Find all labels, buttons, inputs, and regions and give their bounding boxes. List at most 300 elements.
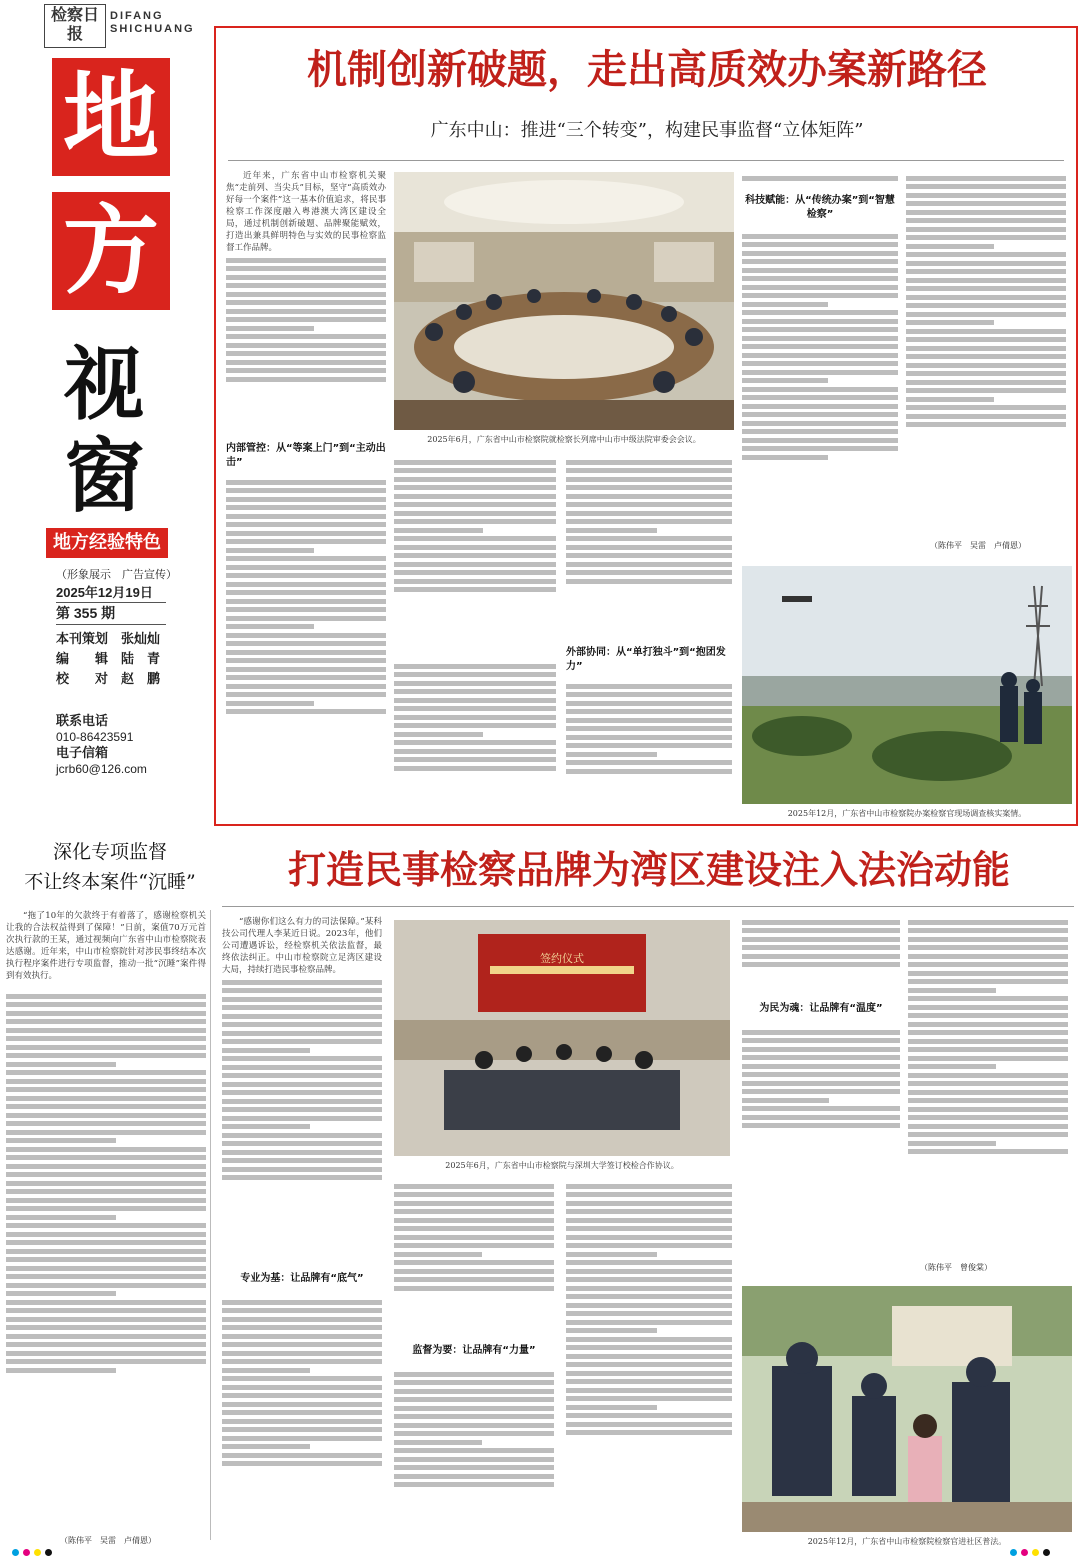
text-line (222, 1461, 382, 1466)
text-line (222, 1410, 382, 1415)
text-line (566, 1430, 732, 1435)
meeting-photo-image (394, 172, 734, 430)
text-line (908, 945, 1068, 950)
text-line (226, 667, 386, 672)
text-line (566, 1277, 732, 1282)
text-line (906, 405, 1066, 410)
text-line (566, 1379, 732, 1384)
text-line (906, 261, 1066, 266)
top-section-1-head: 内部管控：从“等案上门”到“主动出击” (226, 443, 386, 468)
top-col3b-body (566, 680, 732, 816)
text-line (908, 1107, 1068, 1112)
text-line (742, 251, 898, 256)
credit-planner: 本刊策划 张灿灿 (56, 631, 161, 646)
text-line (222, 1056, 382, 1061)
contact-label: 联系电话 (56, 713, 109, 728)
promo-note: （形象展示 广告宣传） (56, 569, 177, 581)
text-line (908, 928, 1068, 933)
text-line (222, 1150, 382, 1155)
text-line (566, 718, 732, 723)
text-line (6, 1147, 206, 1152)
text-line (222, 1444, 310, 1449)
text-line (742, 344, 898, 349)
cyan-dot (1010, 1549, 1017, 1556)
top-section-2-head: 外部协同：从“单打独斗”到“抱团发力” (566, 647, 726, 672)
text-line (222, 1039, 382, 1044)
text-line (394, 1209, 554, 1214)
text-line (742, 302, 828, 307)
text-line (6, 1325, 206, 1330)
text-line (226, 582, 386, 587)
text-filler (394, 1372, 554, 1488)
signing-banner-text: 签约仪式 (540, 952, 584, 965)
text-line (906, 201, 1066, 206)
text-line (226, 334, 386, 339)
text-line (6, 1045, 206, 1050)
text-line (394, 689, 556, 694)
pinyin-line-1: DIFANG (110, 10, 164, 22)
text-line (908, 979, 1068, 984)
registration-marks-left (12, 1541, 56, 1549)
text-line (742, 920, 900, 925)
field-photo-image (742, 566, 1072, 804)
text-line (566, 502, 732, 507)
text-line (6, 1121, 206, 1126)
text-line (566, 545, 732, 550)
text-line (906, 303, 1066, 308)
text-line (6, 1172, 206, 1177)
text-line (566, 1252, 657, 1257)
text-line (222, 997, 382, 1002)
text-line (742, 234, 898, 239)
text-line (908, 1081, 1068, 1086)
divider (56, 624, 166, 625)
text-line (566, 1218, 732, 1223)
text-line (566, 1311, 732, 1316)
top-intro-text (226, 170, 386, 440)
text-line (906, 312, 1066, 317)
bottom-col2-body (394, 1180, 554, 1340)
text-line (226, 692, 386, 697)
text-line (566, 1345, 732, 1350)
text-filler (222, 980, 382, 1181)
text-line (906, 295, 1066, 300)
text-line (566, 460, 732, 465)
text-line (222, 1048, 310, 1053)
text-line (908, 1056, 1068, 1061)
text-line (742, 370, 898, 375)
bottom-col1-body (222, 916, 382, 1266)
text-line (566, 701, 732, 706)
registration-marks-right (1010, 1541, 1054, 1549)
text-line (6, 1130, 206, 1135)
text-line (222, 1141, 382, 1146)
text-line (566, 1396, 732, 1401)
text-line (566, 1243, 732, 1248)
text-line (6, 1189, 206, 1194)
credit-proof: 校 对 赵 鹏 (56, 671, 161, 686)
top-col3-body (566, 456, 732, 642)
text-line (908, 1022, 1068, 1027)
text-line (394, 1423, 554, 1428)
newspaper-logo: 检察日报 (44, 4, 106, 48)
magenta-dot (23, 1549, 30, 1556)
text-line (906, 176, 1066, 181)
text-line (6, 1291, 116, 1296)
text-line (742, 438, 898, 443)
text-line (742, 412, 898, 417)
text-line (226, 488, 386, 493)
text-line (394, 460, 556, 465)
text-line (226, 275, 386, 280)
text-line (566, 468, 732, 473)
bottom-col4-body (742, 1026, 900, 1176)
text-line (566, 692, 732, 697)
text-line (6, 1028, 206, 1033)
text-line (6, 1070, 206, 1075)
text-line (226, 599, 386, 604)
text-line (6, 1317, 206, 1322)
left-story-byline: （陈伟平 吴雷 卢倩恩） (60, 1536, 156, 1545)
bottom-section-1-head: 专业为基：让品牌有“底气” (240, 1273, 364, 1284)
text-line (6, 1223, 206, 1228)
text-line (226, 616, 386, 621)
text-line (222, 1317, 382, 1322)
text-line (906, 320, 994, 325)
text-line (742, 1089, 900, 1094)
text-filler (908, 920, 1068, 1155)
text-line (394, 553, 556, 558)
text-line (906, 363, 1066, 368)
text-filler (222, 1300, 382, 1467)
text-line (566, 1209, 732, 1214)
text-line (6, 1334, 206, 1339)
section-char-chuang: 窗 (64, 430, 144, 523)
text-line (394, 1457, 554, 1462)
text-line (566, 743, 732, 748)
text-line (566, 1422, 732, 1427)
text-line (908, 1098, 1068, 1103)
text-line (566, 1286, 732, 1291)
text-line (908, 971, 1068, 976)
text-line (6, 1206, 206, 1211)
text-line (906, 184, 1066, 189)
top-col5-body (906, 172, 1066, 532)
text-line (742, 429, 898, 434)
top-col4-lead (742, 172, 898, 190)
text-line (222, 1300, 382, 1305)
text-line (908, 1149, 1068, 1154)
text-line (6, 1011, 206, 1016)
text-line (394, 1226, 554, 1231)
text-line (394, 1184, 554, 1189)
text-line (6, 1002, 206, 1007)
text-line (226, 266, 386, 271)
text-line (222, 1351, 382, 1356)
text-line (226, 650, 386, 655)
text-filler (226, 258, 386, 382)
feature-bar: 地方经验特色 (46, 528, 168, 558)
text-line (394, 1448, 554, 1453)
text-line (566, 1260, 732, 1265)
text-line (742, 455, 828, 460)
text-line (394, 1440, 482, 1445)
meeting-photo (394, 172, 734, 430)
text-line (222, 1124, 310, 1129)
divider (56, 602, 166, 603)
text-filler (742, 176, 898, 181)
text-line (394, 1260, 554, 1265)
text-line (6, 1300, 206, 1305)
text-line (906, 244, 994, 249)
text-line (742, 353, 898, 358)
text-line (908, 1073, 1068, 1078)
text-line (566, 1362, 732, 1367)
text-line (6, 1062, 116, 1067)
text-filler (742, 1030, 900, 1129)
text-line (6, 1359, 206, 1364)
text-line (6, 1164, 206, 1169)
text-line (394, 1482, 554, 1487)
text-line (222, 1376, 382, 1381)
text-line (394, 570, 556, 575)
text-line (222, 1402, 382, 1407)
text-line (226, 539, 386, 544)
text-line (742, 962, 900, 967)
text-line (908, 1090, 1068, 1095)
text-line (394, 740, 556, 745)
text-line (394, 1218, 554, 1223)
text-line (908, 1064, 996, 1069)
text-line (222, 1014, 382, 1019)
text-line (566, 570, 732, 575)
text-line (226, 300, 386, 305)
text-line (566, 579, 732, 584)
text-filler (394, 460, 556, 593)
text-line (908, 1039, 1068, 1044)
text-line (566, 1192, 732, 1197)
text-line (394, 468, 556, 473)
signing-photo-caption: 2025年6月，广东省中山市检察院与深圳大学签订校检合作协议。 (445, 1161, 679, 1170)
text-line (908, 920, 1068, 925)
top-subhead: 广东中山：推进“三个转变”，构建民事监督“立体矩阵” (430, 120, 864, 141)
text-line (566, 709, 732, 714)
text-line (742, 1123, 900, 1128)
bottom-col3-body (566, 1180, 732, 1540)
text-line (222, 988, 382, 993)
text-filler (742, 234, 898, 460)
text-line (6, 1113, 206, 1118)
text-line (742, 1072, 900, 1077)
meeting-photo-caption: 2025年6月，广东省中山市检察院就检察长列席中山市中级法院审委会会议。 (427, 435, 701, 444)
text-line (742, 945, 900, 950)
text-filler (742, 920, 900, 968)
text-line (226, 709, 386, 714)
left-story-body (6, 910, 206, 1530)
text-line (566, 528, 657, 533)
text-line (908, 1115, 1068, 1120)
text-line (394, 519, 556, 524)
top-intro: 近年来，广东省中山市检察机关聚焦“走前列、当尖兵”目标，坚守“高质效办好每一个案件”这一基本价值追求，将民事检察工作深度融入粤港澳大湾区建设全局，通过机制创新破题、品牌聚能赋效，打造出兼具鲜明特色与实效的民事检察监督工作品牌。 (226, 171, 386, 253)
text-line (906, 210, 1066, 215)
text-line (394, 1372, 554, 1377)
text-line (394, 1380, 554, 1385)
text-line (6, 1079, 206, 1084)
text-line (394, 1414, 554, 1419)
text-line (394, 749, 556, 754)
email-label: 电子信箱 (56, 745, 109, 760)
text-line (394, 477, 556, 482)
contact-email: jcrb60@126.com (56, 762, 147, 776)
section-char-di: 地 (52, 58, 170, 176)
text-line (566, 1328, 657, 1333)
text-line (908, 988, 996, 993)
text-line (394, 528, 483, 533)
masthead-pinyin (110, 10, 195, 36)
text-line (6, 1266, 206, 1271)
text-filler (906, 176, 1066, 428)
text-line (566, 519, 732, 524)
text-line (394, 672, 556, 677)
text-filler (6, 994, 206, 1373)
text-line (394, 1406, 554, 1411)
text-line (906, 218, 1066, 223)
text-line (906, 337, 1066, 342)
text-line (394, 1431, 554, 1436)
yellow-dot (34, 1549, 41, 1556)
text-line (742, 327, 898, 332)
text-line (394, 766, 556, 771)
text-line (566, 760, 732, 765)
yellow-dot (1032, 1549, 1039, 1556)
text-line (742, 1064, 900, 1069)
text-line (742, 1030, 900, 1035)
text-line (6, 1215, 116, 1220)
column-rule (210, 910, 211, 1540)
text-line (6, 1257, 206, 1262)
magenta-dot (1021, 1549, 1028, 1556)
black-dot (1043, 1549, 1050, 1556)
text-line (566, 1201, 732, 1206)
text-line (742, 1055, 900, 1060)
text-line (226, 573, 386, 578)
text-line (226, 658, 386, 663)
text-line (222, 1334, 382, 1339)
text-line (222, 1158, 382, 1163)
text-line (566, 684, 732, 689)
text-line (222, 1099, 382, 1104)
text-line (394, 1269, 554, 1274)
text-line (908, 1132, 1068, 1137)
text-line (222, 1419, 382, 1424)
text-line (906, 388, 1066, 393)
text-line (226, 368, 386, 373)
text-line (394, 732, 483, 737)
credit-editor: 编 辑 陆 青 (56, 651, 161, 666)
text-line (906, 286, 1066, 291)
divider (228, 160, 1064, 161)
text-line (566, 1388, 732, 1393)
text-line (226, 701, 314, 706)
text-line (394, 1465, 554, 1470)
text-line (226, 590, 386, 595)
black-dot (45, 1549, 52, 1556)
text-line (226, 565, 386, 570)
top-col2b-body (394, 660, 556, 816)
pinyin-line-2: SHICHUANG (110, 23, 195, 35)
text-line (226, 675, 386, 680)
outreach-photo (742, 1286, 1072, 1532)
text-line (222, 1359, 382, 1364)
cyan-dot (12, 1549, 19, 1556)
field-photo (742, 566, 1072, 804)
text-line (566, 769, 732, 774)
text-line (222, 1116, 382, 1121)
text-line (394, 1397, 554, 1402)
text-line (742, 1115, 900, 1120)
left-story-title-1: 深化专项监督 (52, 841, 167, 863)
text-line (742, 1098, 829, 1103)
text-line (226, 684, 386, 689)
bottom-intro: “感谢你们这么有力的司法保障。”某科技公司代理人李某近日说。2023年，他们公司遭遇诉讼，经检察机关依法监督，最终依法纠正。中山市检察院立足湾区建设大局，持续打造民事检察品牌。 (222, 917, 382, 975)
text-line (394, 1243, 554, 1248)
text-line (908, 1013, 1068, 1018)
text-line (226, 497, 386, 502)
text-line (566, 1303, 732, 1308)
top-col2-body (394, 456, 556, 656)
text-line (908, 1047, 1068, 1052)
text-line (6, 1249, 206, 1254)
text-line (394, 502, 556, 507)
text-line (222, 1005, 382, 1010)
text-line (226, 258, 386, 263)
text-line (394, 536, 556, 541)
issue-number: 第 355 期 (56, 605, 116, 621)
text-line (742, 176, 898, 181)
text-line (394, 664, 556, 669)
text-line (742, 954, 900, 959)
text-line (566, 1337, 732, 1342)
text-filler (566, 684, 732, 774)
text-line (222, 1073, 382, 1078)
text-line (226, 343, 386, 348)
text-line (222, 1175, 382, 1180)
text-line (742, 242, 898, 247)
bottom-col2b-body (394, 1368, 554, 1540)
text-filler (566, 460, 732, 584)
text-line (394, 579, 556, 584)
text-line (742, 937, 900, 942)
text-line (906, 269, 1066, 274)
text-line (6, 1368, 116, 1373)
text-line (226, 531, 386, 536)
text-line (222, 1436, 382, 1441)
text-line (394, 1192, 554, 1197)
top-col4-body (742, 230, 898, 558)
text-line (226, 283, 386, 288)
text-line (566, 485, 732, 490)
text-line (6, 1283, 206, 1288)
text-line (226, 607, 386, 612)
text-line (394, 715, 556, 720)
text-line (222, 1133, 382, 1138)
text-line (222, 1167, 382, 1172)
text-line (566, 1235, 732, 1240)
text-line (742, 293, 898, 298)
text-line (226, 360, 386, 365)
text-line (226, 317, 386, 322)
text-filler (394, 664, 556, 771)
